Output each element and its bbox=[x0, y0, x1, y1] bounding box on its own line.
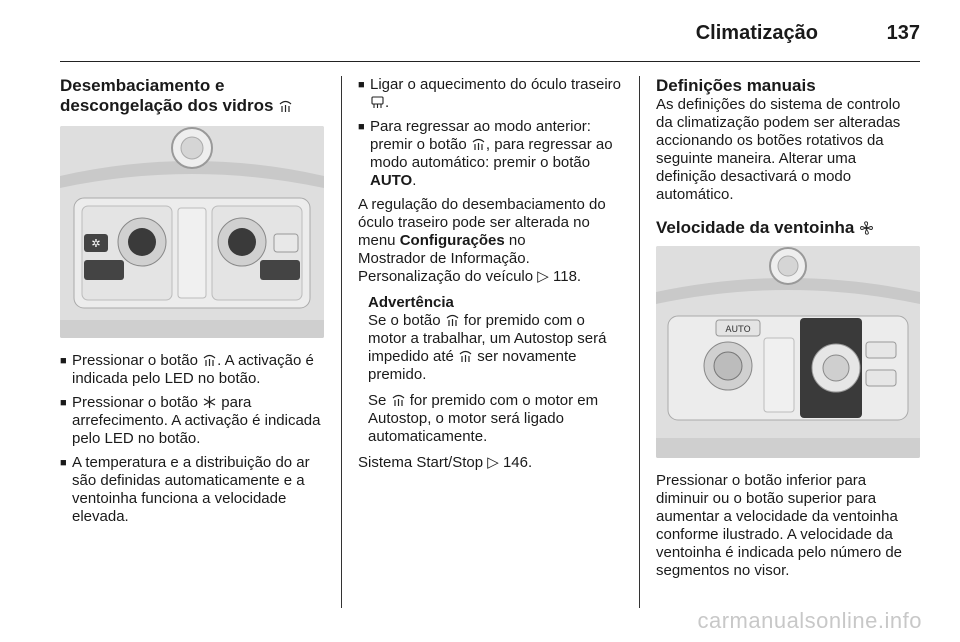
bullet-list-defrost bbox=[60, 352, 326, 526]
page-title: Climatização bbox=[695, 22, 818, 44]
paragraph-rear-setting: A regulação do desembaciamento do óculo traseiro pode ser alterada no menu Configurações no Mostrador de Informação. Personalização do veículo ▷ 118. bbox=[358, 196, 606, 285]
note-box bbox=[358, 294, 624, 446]
list-item: ■ Ligar o aquecimento do óculo traseiro . bbox=[358, 76, 624, 112]
section-heading-defrost: Desembaciamento e descongelação dos vidros bbox=[60, 76, 326, 116]
note-title: Advertência bbox=[368, 294, 454, 311]
paragraph-fan: Pressionar o botão inferior para diminuir ou o botão superior para aumentar a velocidade da ventoinha conforme ilustrado. A velocidade da ventoinha é indicada pelo número de segmentos no visor. bbox=[656, 472, 903, 579]
svg-text:✲: ✲ bbox=[91, 237, 101, 250]
list-item: ■ Pressionar o botão para arrefecimento. A activação é indicada pelo LED no botão. bbox=[60, 394, 326, 448]
page-number: 137 bbox=[886, 22, 920, 44]
figure-climate-panel-2 bbox=[656, 246, 920, 458]
defrost-icon bbox=[471, 137, 486, 151]
defrost-icon bbox=[278, 98, 293, 112]
column-1 bbox=[60, 76, 326, 532]
section-heading-fan: Velocidade da ventoinha bbox=[656, 218, 920, 238]
defrost-icon bbox=[391, 393, 406, 407]
note-paragraph: Se o botão for premido com o motor a trabalhar, um Autostop será impedido até ser novamente premido. bbox=[368, 312, 607, 383]
page-header bbox=[60, 0, 920, 62]
section-heading-manual: Definições manuais bbox=[656, 76, 816, 95]
rear-window-heat-icon bbox=[370, 95, 385, 109]
defrost-icon bbox=[445, 313, 460, 327]
page-reference-icon: ▷ bbox=[537, 268, 549, 285]
paragraph-start-stop: Sistema Start/Stop ▷ 146. bbox=[358, 454, 533, 471]
bullet-list-rear bbox=[358, 76, 624, 190]
column-3 bbox=[656, 76, 920, 588]
column-divider bbox=[341, 76, 342, 608]
page-reference-icon: ▷ bbox=[487, 454, 499, 471]
snowflake-icon bbox=[202, 395, 217, 409]
list-item: ■ Pressionar o botão . A activação é indicada pelo LED no botão. bbox=[60, 352, 326, 388]
paragraph-manual: As definições do sistema de controlo da climatização podem ser alteradas accionando os botões rotativos da seguinte maneira. Alterar uma definição desactivará o modo automático. bbox=[656, 96, 901, 203]
watermark: carmanualsonline.info bbox=[697, 608, 922, 633]
auto-button-label: AUTO bbox=[725, 325, 751, 335]
defrost-icon bbox=[202, 353, 217, 367]
list-item: ■ A temperatura e a distribuição do ar são definidas automaticamente e a ventoinha funciona a velocidade elevada. bbox=[60, 454, 326, 526]
defrost-icon bbox=[458, 349, 473, 363]
note-paragraph: Se for premido com o motor em Autostop, o motor será ligado automaticamente. bbox=[368, 392, 599, 445]
figure-climate-panel-1 bbox=[60, 126, 324, 338]
list-item: ■ Para regressar ao modo anterior: premir o botão , para regressar ao modo automático: premir o botão AUTO. bbox=[358, 118, 624, 190]
fan-icon bbox=[859, 220, 874, 234]
column-2 bbox=[358, 76, 624, 480]
column-divider bbox=[639, 76, 640, 608]
